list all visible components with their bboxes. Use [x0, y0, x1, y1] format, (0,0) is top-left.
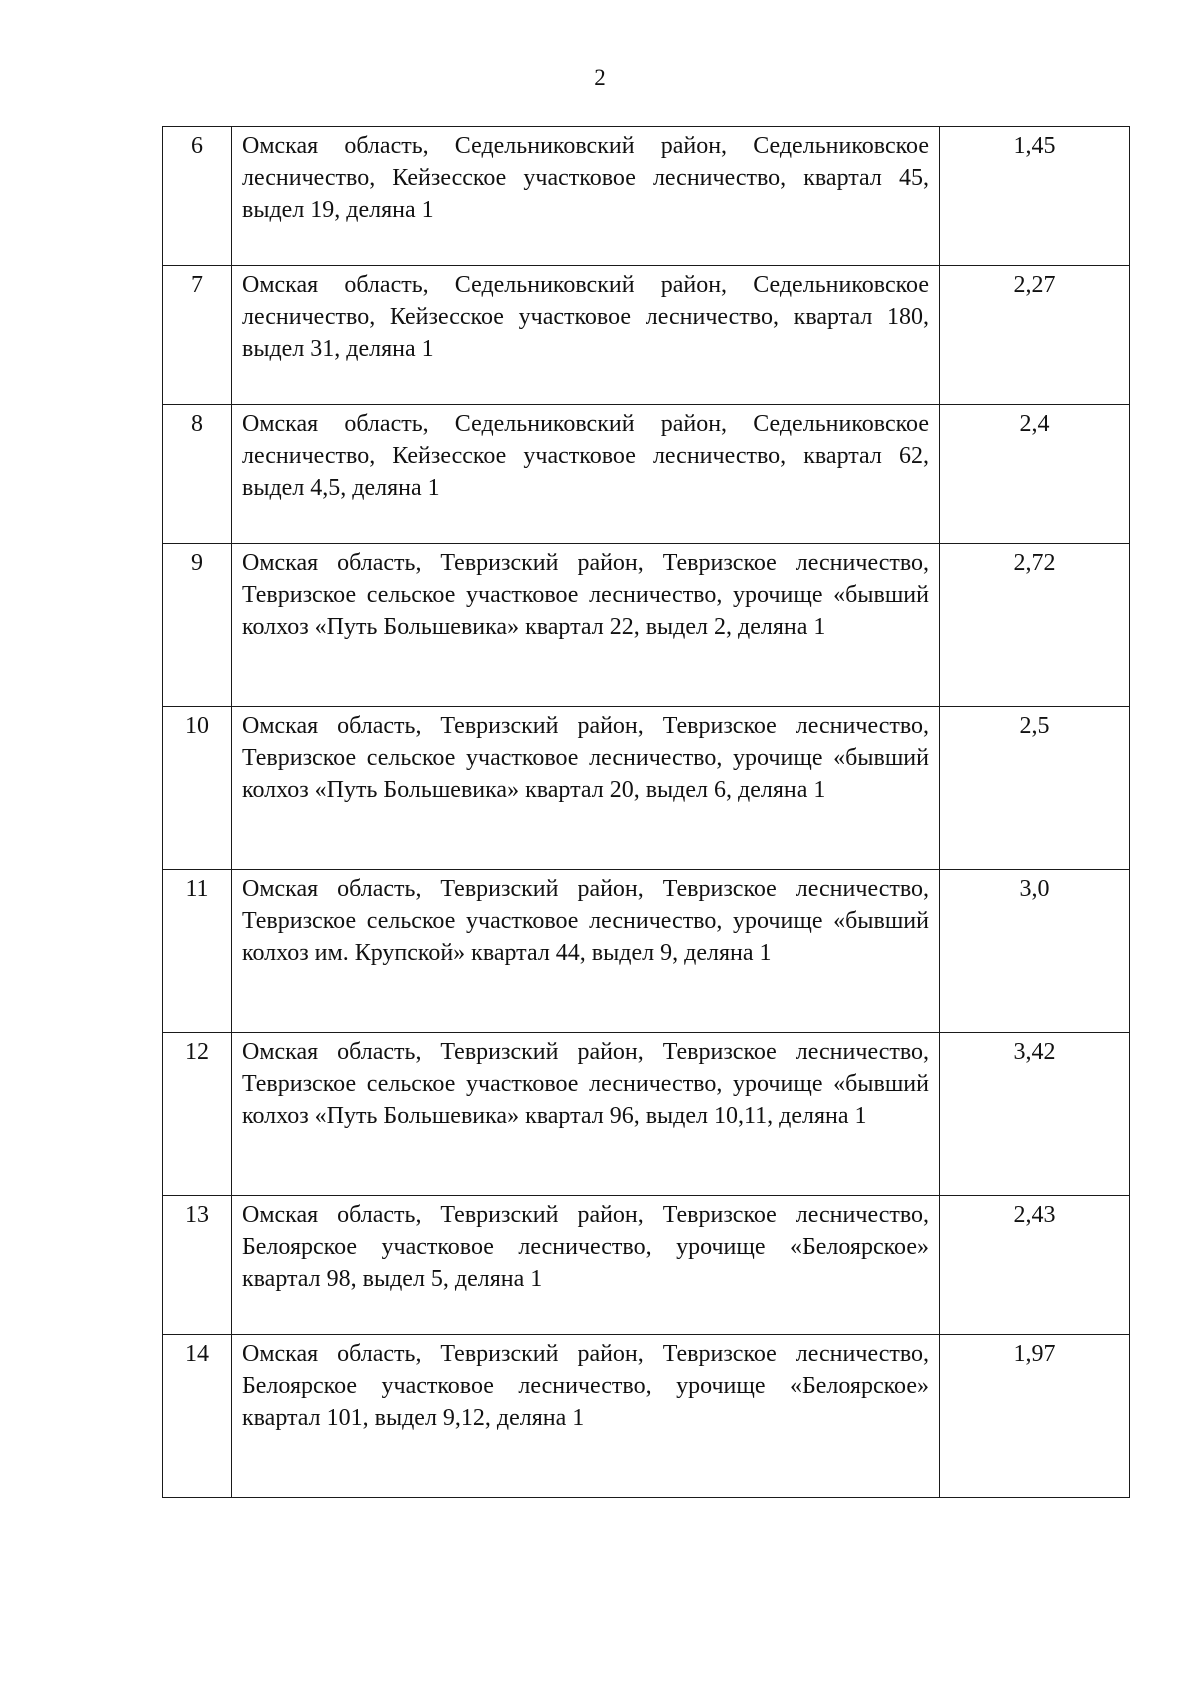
plot-location: Омская область, Тевризский район, Тевризское лесничество, Тевризское сельское участковое лесничество, урочище «бывший колхоз им. Крупской» квартал 44, выдел 9, деляна 1	[232, 870, 940, 1033]
plots-table	[162, 126, 1130, 1498]
table-row	[163, 1196, 1130, 1335]
plot-area: 2,72	[940, 544, 1130, 707]
row-number: 13	[163, 1196, 232, 1335]
plot-area: 2,5	[940, 707, 1130, 870]
plot-location: Омская область, Тевризский район, Тевризское лесничество, Тевризское сельское участковое лесничество, урочище «бывший колхоз «Путь Большевика» квартал 20, выдел 6, деляна 1	[232, 707, 940, 870]
table-row	[163, 1033, 1130, 1196]
table-row	[163, 405, 1130, 544]
table-row	[163, 1335, 1130, 1498]
row-number: 9	[163, 544, 232, 707]
plot-location: Омская область, Седельниковский район, Седельниковское лесничество, Кейзесское участковое лесничество, квартал 180, выдел 31, деляна 1	[232, 266, 940, 405]
plot-area: 2,27	[940, 266, 1130, 405]
plot-location: Омская область, Тевризский район, Тевризское лесничество, Белоярское участковое лесничество, урочище «Белоярское» квартал 98, выдел 5, деляна 1	[232, 1196, 940, 1335]
table-row	[163, 707, 1130, 870]
table-row	[163, 266, 1130, 405]
plot-location: Омская область, Тевризский район, Тевризское лесничество, Тевризское сельское участковое лесничество, урочище «бывший колхоз «Путь Большевика» квартал 96, выдел 10,11, деляна 1	[232, 1033, 940, 1196]
plot-location: Омская область, Седельниковский район, Седельниковское лесничество, Кейзесское участковое лесничество, квартал 45, выдел 19, деляна 1	[232, 127, 940, 266]
plot-location: Омская область, Тевризский район, Тевризское лесничество, Тевризское сельское участковое лесничество, урочище «бывший колхоз «Путь Большевика» квартал 22, выдел 2, деляна 1	[232, 544, 940, 707]
plot-location: Омская область, Седельниковский район, Седельниковское лесничество, Кейзесское участковое лесничество, квартал 62, выдел 4,5, деляна 1	[232, 405, 940, 544]
plot-area: 3,42	[940, 1033, 1130, 1196]
row-number: 7	[163, 266, 232, 405]
plot-location: Омская область, Тевризский район, Тевризское лесничество, Белоярское участковое лесничество, урочище «Белоярское» квартал 101, выдел 9,12, деляна 1	[232, 1335, 940, 1498]
table-row	[163, 544, 1130, 707]
row-number: 10	[163, 707, 232, 870]
row-number: 6	[163, 127, 232, 266]
table-row	[163, 127, 1130, 266]
plot-area: 2,43	[940, 1196, 1130, 1335]
row-number: 8	[163, 405, 232, 544]
page-number: 2	[594, 65, 606, 90]
table-row	[163, 870, 1130, 1033]
row-number: 12	[163, 1033, 232, 1196]
plot-area: 2,4	[940, 405, 1130, 544]
row-number: 14	[163, 1335, 232, 1498]
plot-area: 1,97	[940, 1335, 1130, 1498]
plot-area: 3,0	[940, 870, 1130, 1033]
row-number: 11	[163, 870, 232, 1033]
plot-area: 1,45	[940, 127, 1130, 266]
